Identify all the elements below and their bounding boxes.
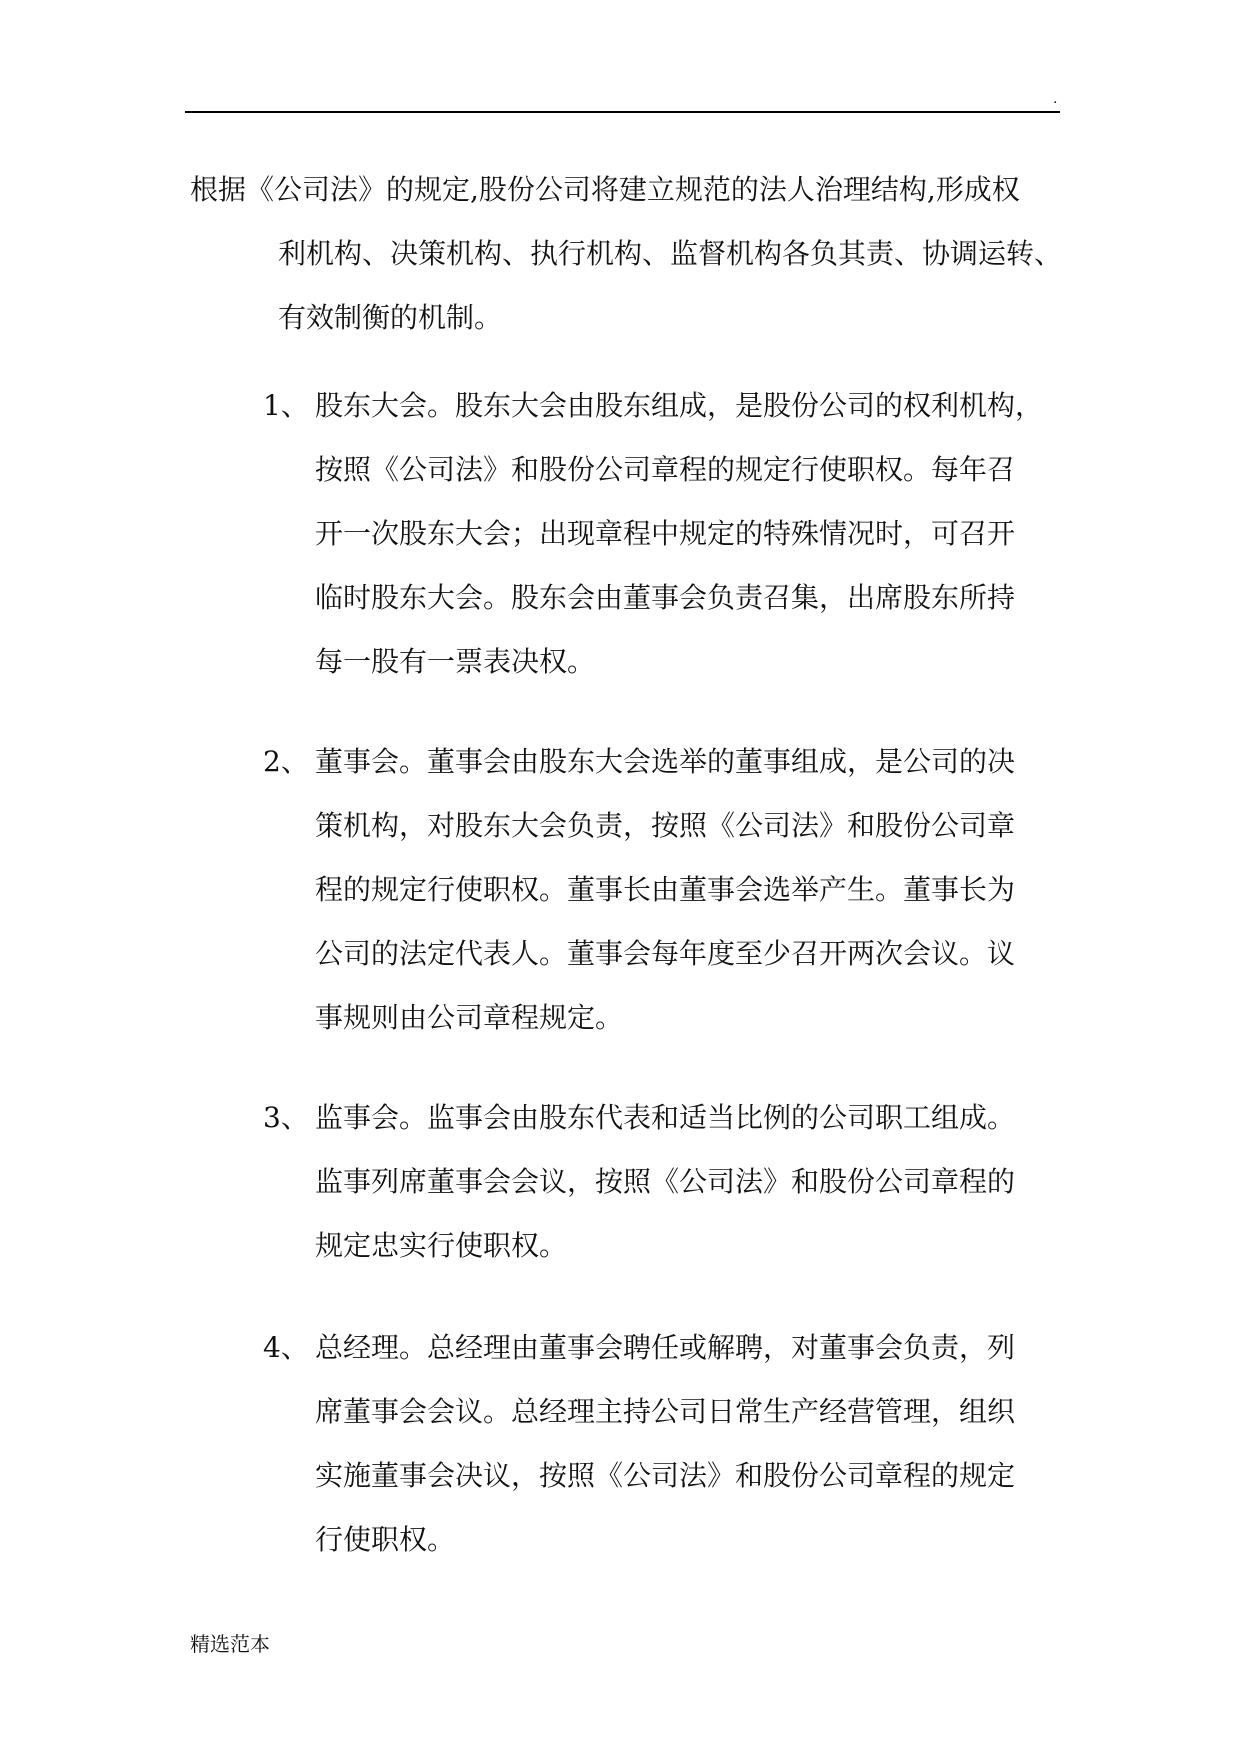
- item-line: 事规则由公司章程规定。: [315, 1001, 624, 1034]
- item-number: 2、: [263, 745, 309, 778]
- item-text: 总经理。总经理由董事会聘任或解聘，对董事会负责，列: [315, 1331, 1016, 1364]
- item-line: 监事列席董事会会议，按照《公司法》和股份公司章程的: [315, 1165, 1016, 1198]
- item-line: 开一次股东大会；出现章程中规定的特殊情况时，可召开: [315, 517, 1016, 550]
- intro-line: 利机构、决策机构、执行机构、监督机构各负其责、协调运转、: [278, 237, 1063, 270]
- item-first-line: [263, 374, 1083, 438]
- item-text: 股东大会。股东大会由股东组成，是股份公司的权利机构，: [315, 389, 1044, 422]
- intro-paragraph: [190, 158, 1070, 350]
- item-line: 按照《公司法》和股份公司章程的规定行使职权。每年召: [315, 453, 1016, 486]
- intro-line: 根据《公司法》的规定,股份公司将建立规范的法人治理结构,形成权: [190, 173, 1020, 206]
- item-text: 董事会。董事会由股东大会选举的董事组成，是公司的决: [315, 745, 1016, 778]
- item-text: 监事会。监事会由股东代表和适当比例的公司职工组成。: [315, 1101, 1016, 1134]
- item-line: 公司的法定代表人。董事会每年度至少召开两次会议。议: [315, 937, 1016, 970]
- list-item-board-of-directors: [263, 730, 1083, 1050]
- item-number: 3、: [263, 1101, 309, 1134]
- item-line: 临时股东大会。股东会由董事会负责召集，出席股东所持: [315, 581, 1016, 614]
- item-line: 行使职权。: [315, 1523, 456, 1556]
- list-item-general-manager: [263, 1316, 1083, 1572]
- page-footer: 精选范本: [190, 1632, 270, 1656]
- item-number: 1、: [263, 389, 309, 422]
- list-item-shareholders-meeting: [263, 374, 1083, 694]
- item-number: 4、: [263, 1331, 309, 1364]
- intro-line: 有效制衡的机制。: [278, 301, 503, 334]
- item-line: 策机构，对股东大会负责，按照《公司法》和股份公司章: [315, 809, 1016, 842]
- item-line: 席董事会会议。总经理主持公司日常生产经营管理，组织: [315, 1395, 1016, 1428]
- item-first-line: [263, 730, 1083, 794]
- item-line: 规定忠实行使职权。: [315, 1229, 568, 1262]
- header-mark: .: [1053, 91, 1058, 107]
- item-line: 程的规定行使职权。董事长由董事会选举产生。董事长为: [315, 873, 1016, 906]
- item-line: 每一股有一票表决权。: [315, 645, 596, 678]
- header-rule: [185, 111, 1060, 113]
- item-line: 实施董事会决议，按照《公司法》和股份公司章程的规定: [315, 1459, 1016, 1492]
- item-first-line: [263, 1316, 1083, 1380]
- item-first-line: [263, 1086, 1083, 1150]
- list-item-supervisory-board: [263, 1086, 1083, 1278]
